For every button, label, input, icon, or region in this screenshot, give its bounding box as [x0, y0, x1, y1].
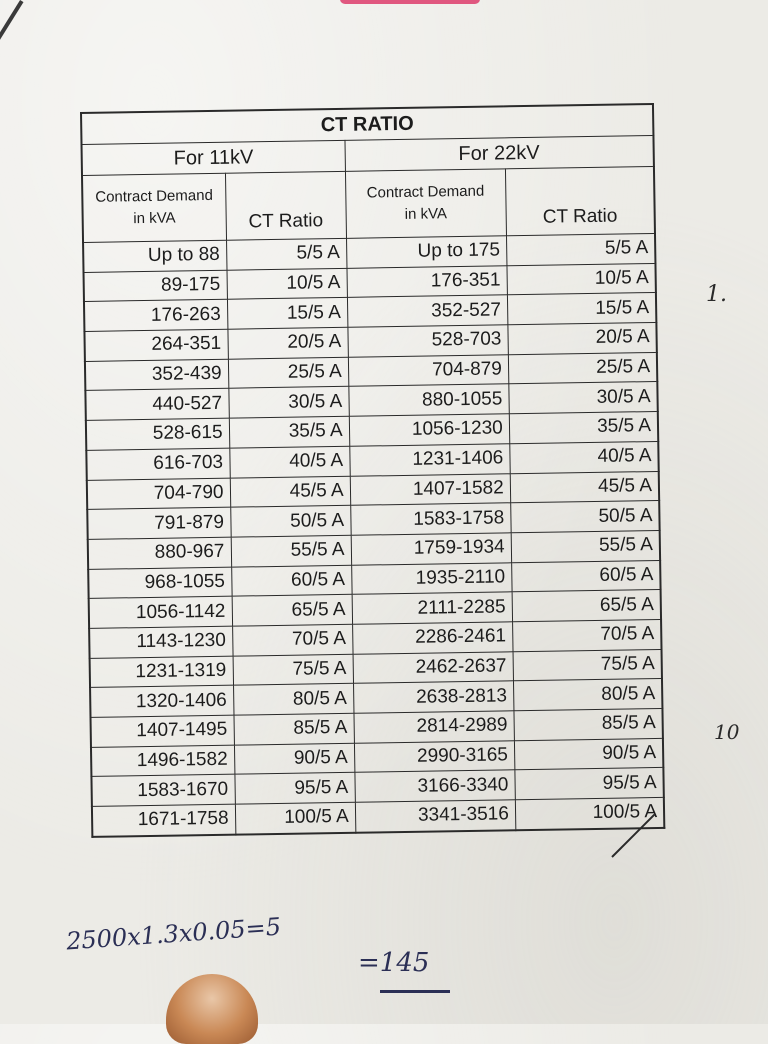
ratio-22kv-cell: 40/5 A	[510, 441, 659, 473]
ratio-11kv-cell: 80/5 A	[233, 684, 354, 716]
demand-11kv-cell: 1671-1758	[92, 804, 235, 836]
demand-11kv-cell: 264-351	[84, 329, 227, 361]
ratio-22kv-cell: 80/5 A	[513, 679, 662, 711]
demand-11kv-cell: 1407-1495	[91, 715, 234, 747]
demand-22kv-cell: 2462-2637	[353, 651, 514, 683]
ratio-22kv-cell: 10/5 A	[507, 263, 656, 295]
demand-11kv-cell: 528-615	[86, 418, 229, 450]
ratio-11kv-cell: 40/5 A	[229, 446, 350, 478]
demand-11kv-cell: 440-527	[85, 389, 228, 421]
demand-22kv-cell: 352-527	[347, 295, 508, 327]
ratio-22kv-cell: 60/5 A	[511, 560, 660, 592]
result-underline	[380, 990, 450, 993]
demand-22kv-cell: 528-703	[348, 325, 509, 357]
ratio-22kv-cell: 70/5 A	[512, 619, 661, 651]
ratio-11kv-cell: 85/5 A	[233, 713, 354, 745]
ratio-22kv-cell: 25/5 A	[508, 352, 657, 384]
ratio-22kv-cell: 45/5 A	[510, 471, 659, 503]
ratio-11kv-cell: 60/5 A	[231, 565, 352, 597]
ratio-22kv-cell: 75/5 A	[513, 649, 662, 681]
handwritten-calculation: 2500x1.3x0.05=5	[65, 912, 282, 956]
ratio-11kv-cell: 30/5 A	[228, 387, 349, 419]
ct-ratio-table	[80, 103, 665, 838]
demand-11kv-cell: 1583-1670	[91, 775, 234, 807]
header-demand-line1: Contract Demand	[366, 182, 485, 202]
demand-22kv-cell: 704-879	[348, 355, 509, 387]
ratio-11kv-cell: 100/5 A	[235, 802, 356, 834]
ratio-22kv-cell: 50/5 A	[510, 501, 659, 533]
ratio-22kv-cell: 55/5 A	[511, 530, 660, 562]
demand-22kv-cell: 2111-2285	[352, 592, 513, 624]
demand-22kv-cell: 2814-2989	[354, 711, 515, 743]
header-demand-11kv	[82, 173, 226, 242]
demand-22kv-cell: 2638-2813	[353, 681, 514, 713]
demand-22kv-cell: Up to 175	[346, 236, 507, 268]
demand-22kv-cell: 176-351	[347, 266, 508, 298]
handwritten-result: =145	[358, 948, 430, 978]
demand-11kv-cell: 1496-1582	[91, 745, 234, 777]
margin-mark-2: 10	[714, 720, 740, 744]
ratio-11kv-cell: 55/5 A	[231, 535, 352, 567]
ratio-11kv-cell: 65/5 A	[232, 595, 353, 627]
demand-22kv-cell: 1935-2110	[351, 562, 512, 594]
demand-11kv-cell: 176-263	[84, 300, 227, 332]
demand-11kv-cell: 1143-1230	[89, 626, 232, 658]
header-demand-line1: Contract Demand	[95, 186, 213, 206]
demand-11kv-cell: 880-967	[88, 537, 231, 569]
demand-11kv-cell: 352-439	[85, 359, 228, 391]
demand-11kv-cell: 1231-1319	[90, 656, 233, 688]
table-title: CT RATIO	[81, 104, 653, 144]
ratio-22kv-cell: 65/5 A	[512, 590, 661, 622]
ratio-11kv-cell: 70/5 A	[232, 624, 353, 656]
header-demand-22kv	[345, 169, 506, 239]
demand-22kv-cell: 1407-1582	[350, 473, 511, 505]
ratio-22kv-cell: 30/5 A	[509, 382, 658, 414]
thumb	[166, 974, 258, 1044]
demand-22kv-cell: 3166-3340	[355, 770, 516, 802]
ratio-11kv-cell: 35/5 A	[229, 416, 350, 448]
ratio-11kv-cell: 75/5 A	[233, 654, 354, 686]
demand-11kv-cell: 1056-1142	[89, 596, 232, 628]
pink-object-edge	[340, 0, 480, 4]
demand-22kv-cell: 3341-3516	[355, 800, 516, 833]
ratio-11kv-cell: 90/5 A	[234, 743, 355, 775]
demand-22kv-cell: 2990-3165	[354, 740, 515, 772]
ratio-11kv-cell: 25/5 A	[228, 357, 349, 389]
demand-22kv-cell: 880-1055	[348, 384, 509, 416]
ratio-22kv-cell: 15/5 A	[507, 293, 656, 325]
ratio-22kv-cell: 5/5 A	[506, 233, 655, 265]
ratio-22kv-cell: 85/5 A	[514, 708, 663, 740]
demand-11kv-cell: 1320-1406	[90, 685, 233, 717]
demand-11kv-cell: Up to 88	[83, 240, 226, 272]
demand-22kv-cell: 2286-2461	[352, 622, 513, 654]
ct-ratio-sheet	[80, 103, 666, 858]
table-body	[83, 233, 664, 836]
ratio-11kv-cell: 95/5 A	[234, 773, 355, 805]
demand-11kv-cell: 616-703	[86, 448, 229, 480]
demand-22kv-cell: 1056-1230	[349, 414, 510, 446]
ratio-22kv-cell: 90/5 A	[514, 738, 663, 770]
demand-11kv-cell: 89-175	[84, 270, 227, 302]
ratio-22kv-cell: 95/5 A	[515, 768, 664, 800]
section-22kv: For 22kV	[345, 135, 654, 171]
ratio-11kv-cell: 45/5 A	[230, 476, 351, 508]
ratio-11kv-cell: 5/5 A	[226, 238, 347, 270]
demand-11kv-cell: 704-790	[87, 478, 230, 510]
ratio-22kv-cell: 20/5 A	[508, 323, 657, 355]
demand-22kv-cell: 1759-1934	[351, 533, 512, 565]
ratio-11kv-cell: 15/5 A	[227, 298, 348, 330]
margin-mark-1: 1.	[706, 282, 727, 307]
demand-22kv-cell: 1231-1406	[349, 444, 510, 476]
header-demand-line2: in kVA	[133, 209, 176, 228]
ratio-22kv-cell: 100/5 A	[515, 797, 664, 830]
header-ratio-11kv: CT Ratio	[225, 171, 346, 240]
ratio-11kv-cell: 10/5 A	[226, 268, 347, 300]
demand-11kv-cell: 791-879	[87, 507, 230, 539]
demand-22kv-cell: 1583-1758	[350, 503, 511, 535]
demand-11kv-cell: 968-1055	[88, 567, 231, 599]
ratio-22kv-cell: 35/5 A	[509, 412, 658, 444]
ratio-11kv-cell: 50/5 A	[230, 505, 351, 537]
section-11kv: For 11kV	[82, 140, 346, 175]
header-demand-line2: in kVA	[404, 205, 448, 223]
pen-stroke	[0, 0, 23, 53]
ratio-11kv-cell: 20/5 A	[227, 327, 348, 359]
header-ratio-22kv: CT Ratio	[505, 166, 655, 235]
